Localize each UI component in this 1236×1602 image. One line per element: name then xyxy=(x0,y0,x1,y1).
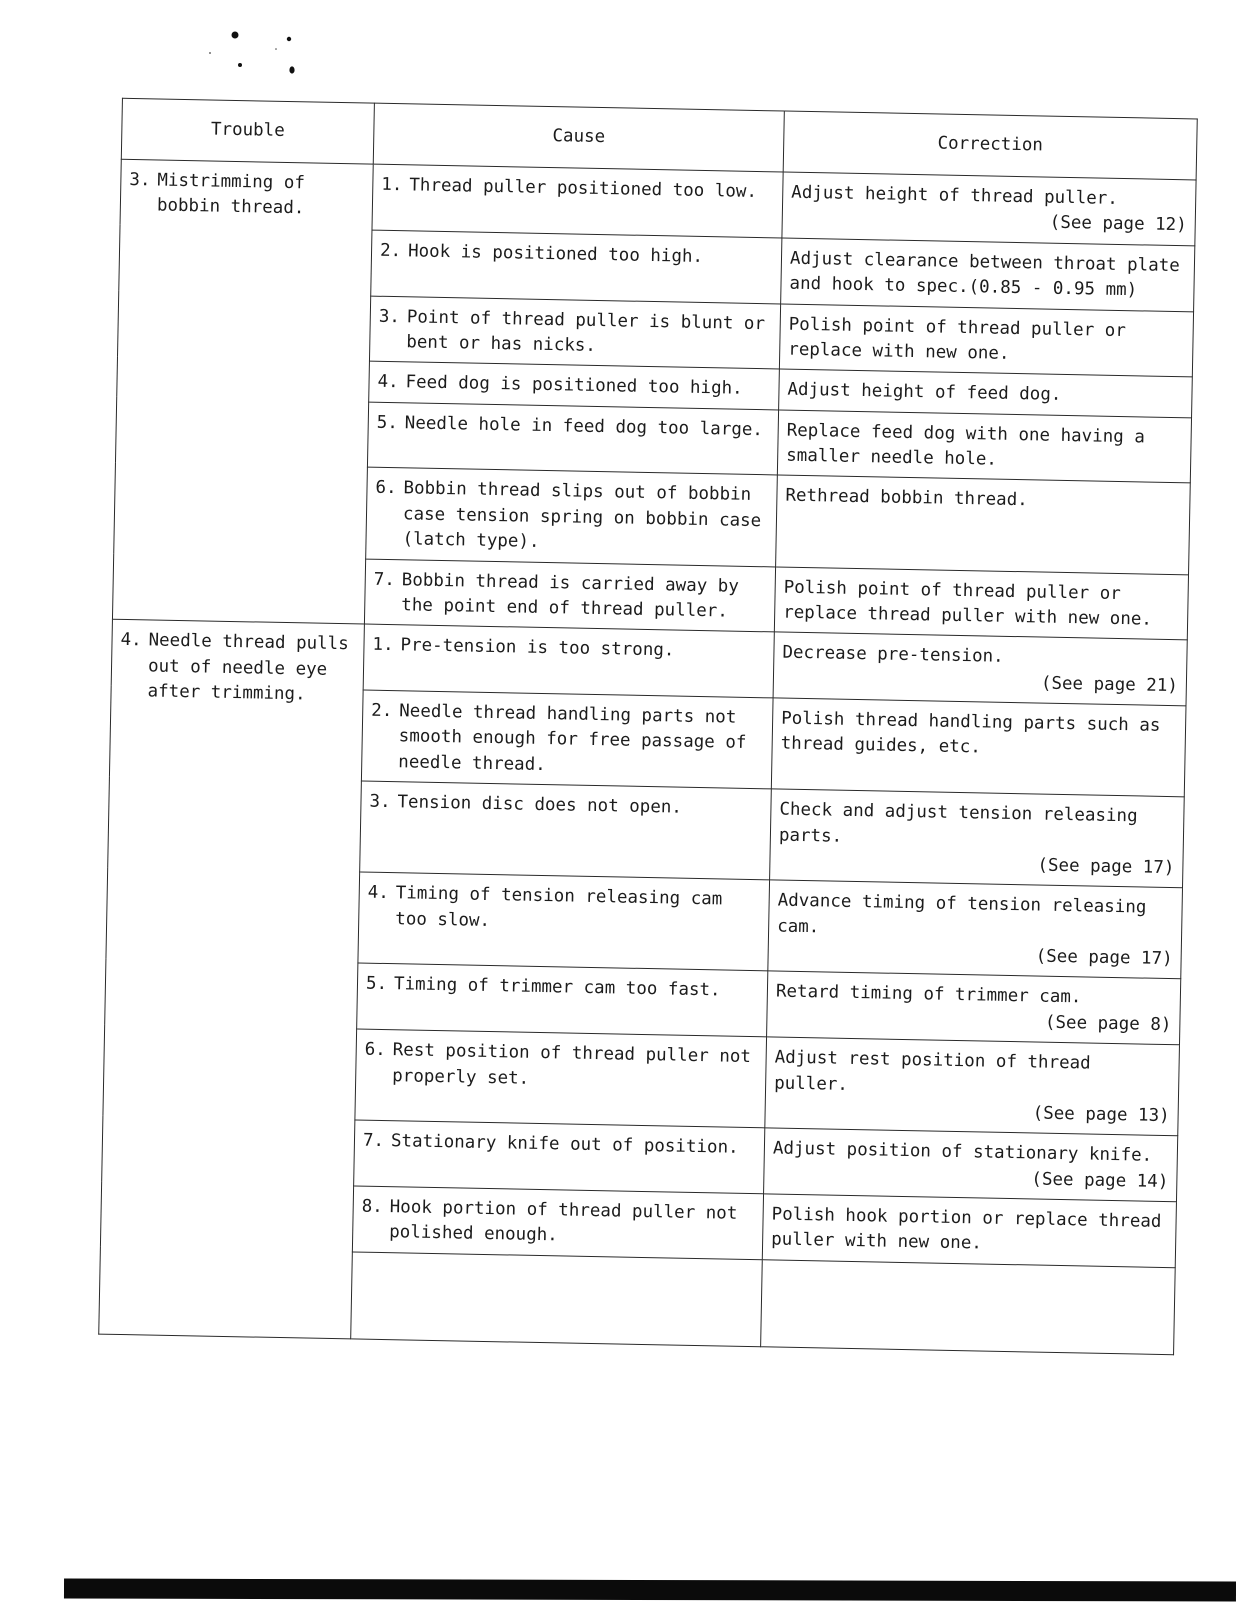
cause-item xyxy=(366,972,759,1005)
trouble-number: 4. xyxy=(120,630,142,651)
cause-cell xyxy=(372,164,783,238)
correction-text: Polish point of thread puller or replace with new one. xyxy=(788,314,1127,364)
header-cause: Cause xyxy=(373,103,784,172)
trouble-cell xyxy=(112,159,373,624)
correction-cell xyxy=(781,238,1195,312)
correction-text: Rethread bobbin thread. xyxy=(785,485,1028,511)
cause-cell xyxy=(360,781,772,880)
trouble-text: Needle thread pulls out of needle eye after trimming. xyxy=(147,630,349,705)
cause-number: 6. xyxy=(375,478,397,499)
cause-number: 6. xyxy=(364,1039,387,1061)
cause-number: 2. xyxy=(379,240,402,261)
page-reference: (See page 8) xyxy=(1044,1012,1172,1035)
correction-cell xyxy=(776,475,1191,574)
blank-cause-cell xyxy=(351,1252,763,1347)
correction-text: Retard timing of trimmer cam. xyxy=(775,981,1082,1008)
correction-text: Check and adjust tension releasing parts. xyxy=(778,799,1138,847)
cause-item xyxy=(377,410,770,443)
correction-text: Adjust height of thread puller. xyxy=(791,182,1119,209)
cause-item xyxy=(367,881,761,939)
cause-text: Hook is positioned too high. xyxy=(407,241,704,267)
cause-number: 1. xyxy=(372,634,394,656)
correction-cell xyxy=(770,789,1185,888)
table-body xyxy=(99,159,1196,1354)
correction-cell xyxy=(774,566,1188,640)
cause-cell xyxy=(369,296,780,370)
cause-text: Needle thread handling parts not smooth enough for free passage of needle thread. xyxy=(398,701,747,775)
cause-cell xyxy=(355,1029,767,1128)
cause-item xyxy=(373,567,767,625)
cause-number: 3. xyxy=(369,791,391,813)
scan-specks xyxy=(200,25,310,85)
cause-text: Thread puller positioned too low. xyxy=(409,175,758,203)
cause-cell xyxy=(352,1186,763,1260)
trouble-text: Mistrimming of bobbin thread. xyxy=(156,170,306,219)
cause-text: Bobbin thread slips out of bobbin case tension spring on bobbin case (latch type). xyxy=(402,478,762,553)
cause-cell xyxy=(363,624,774,698)
blank-correction-cell xyxy=(761,1260,1176,1355)
cause-item xyxy=(380,239,773,272)
page-reference: (See page 17) xyxy=(1037,855,1175,879)
correction-cell xyxy=(764,1128,1178,1202)
correction-cell xyxy=(779,303,1193,377)
cause-cell xyxy=(364,559,775,633)
cause-item xyxy=(374,476,768,560)
cause-cell xyxy=(367,402,778,476)
cause-text: Needle hole in feed dog too large. xyxy=(404,412,764,440)
cause-text: Bobbin thread is carried away by the point end of thread puller. xyxy=(401,569,740,622)
cause-cell xyxy=(358,872,770,971)
cause-text: Stationary knife out of position. xyxy=(390,1131,739,1159)
cause-cell xyxy=(354,1120,765,1194)
cause-item xyxy=(381,173,774,206)
cause-text: Feed dog is positioned too high. xyxy=(405,372,743,400)
header-correction: Correction xyxy=(783,111,1197,180)
cause-item xyxy=(372,633,765,666)
cause-item xyxy=(378,304,772,362)
correction-text: Decrease pre-tension. xyxy=(782,642,1004,668)
cause-cell xyxy=(357,963,768,1037)
trouble-item xyxy=(129,168,365,223)
troubleshooting-sheet xyxy=(98,98,1197,1355)
cause-item xyxy=(361,1195,755,1253)
cause-cell xyxy=(366,467,778,566)
correction-cell xyxy=(782,172,1196,246)
cause-text: Pre-tension is too strong. xyxy=(400,635,675,661)
cause-item xyxy=(377,370,770,403)
correction-text: Polish thread handling parts such as thread guides, etc. xyxy=(780,708,1161,758)
cause-number: 4. xyxy=(377,372,399,393)
correction-text: Polish point of thread puller or replace thread puller with new one. xyxy=(783,577,1153,630)
cause-item xyxy=(364,1038,758,1096)
page-reference: (See page 17) xyxy=(1035,946,1173,970)
trouble-cell xyxy=(99,619,365,1338)
page-reference: (See page 14) xyxy=(1031,1169,1169,1192)
cause-number: 5. xyxy=(376,412,399,433)
cause-text: Rest position of thread puller not properly set. xyxy=(392,1040,752,1089)
cause-number: 3. xyxy=(378,306,401,327)
cause-number: 2. xyxy=(371,700,393,722)
trouble-number: 3. xyxy=(129,169,151,191)
cause-text: Timing of tension releasing cam too slow. xyxy=(395,883,723,931)
cause-cell xyxy=(361,690,773,789)
trouble-item xyxy=(119,628,355,709)
cause-item xyxy=(363,1129,756,1162)
correction-cell xyxy=(768,880,1183,979)
cause-number: 7. xyxy=(373,569,396,590)
cause-number: 7. xyxy=(362,1130,385,1152)
cause-item xyxy=(370,699,764,783)
cause-text: Point of thread puller is blunt or bent or has nicks. xyxy=(406,306,766,356)
cause-item xyxy=(369,790,762,823)
troubleshooting-table xyxy=(98,98,1198,1355)
correction-text: Adjust rest position of thread puller. xyxy=(773,1047,1091,1095)
correction-cell xyxy=(773,632,1187,706)
correction-text: Polish hook portion or replace thread puller with new one. xyxy=(770,1204,1162,1254)
correction-text: Adjust clearance between throat plate and hook to spec.(0.85 - 0.95 mm) xyxy=(789,248,1180,301)
correction-cell xyxy=(777,410,1191,484)
page-reference: (See page 12) xyxy=(1049,213,1187,236)
cause-number: 5. xyxy=(365,974,388,995)
cause-text: Timing of trimmer cam too fast. xyxy=(393,974,721,1001)
correction-text: Advance timing of tension releasing cam. xyxy=(776,890,1147,937)
page-reference: (See page 13) xyxy=(1032,1103,1170,1126)
page-reference: (See page 21) xyxy=(1040,673,1179,696)
cause-number: 1. xyxy=(381,174,403,196)
correction-cell xyxy=(771,698,1186,797)
correction-text: Replace feed dog with one having a smaller needle hole. xyxy=(786,420,1146,470)
header-trouble: Trouble xyxy=(121,98,374,164)
correction-cell xyxy=(765,1037,1180,1136)
correction-cell xyxy=(767,971,1181,1045)
correction-text: Adjust height of feed dog. xyxy=(787,379,1062,406)
cause-number: 8. xyxy=(361,1196,383,1218)
cause-cell xyxy=(371,230,782,304)
scan-edge-bar xyxy=(64,1578,1236,1601)
cause-text: Tension disc does not open. xyxy=(397,792,683,818)
cause-text: Hook portion of thread puller not polished enough. xyxy=(389,1197,738,1246)
correction-cell xyxy=(762,1194,1176,1268)
cause-number: 4. xyxy=(367,882,390,904)
correction-text: Adjust position of stationary knife. xyxy=(772,1138,1153,1167)
